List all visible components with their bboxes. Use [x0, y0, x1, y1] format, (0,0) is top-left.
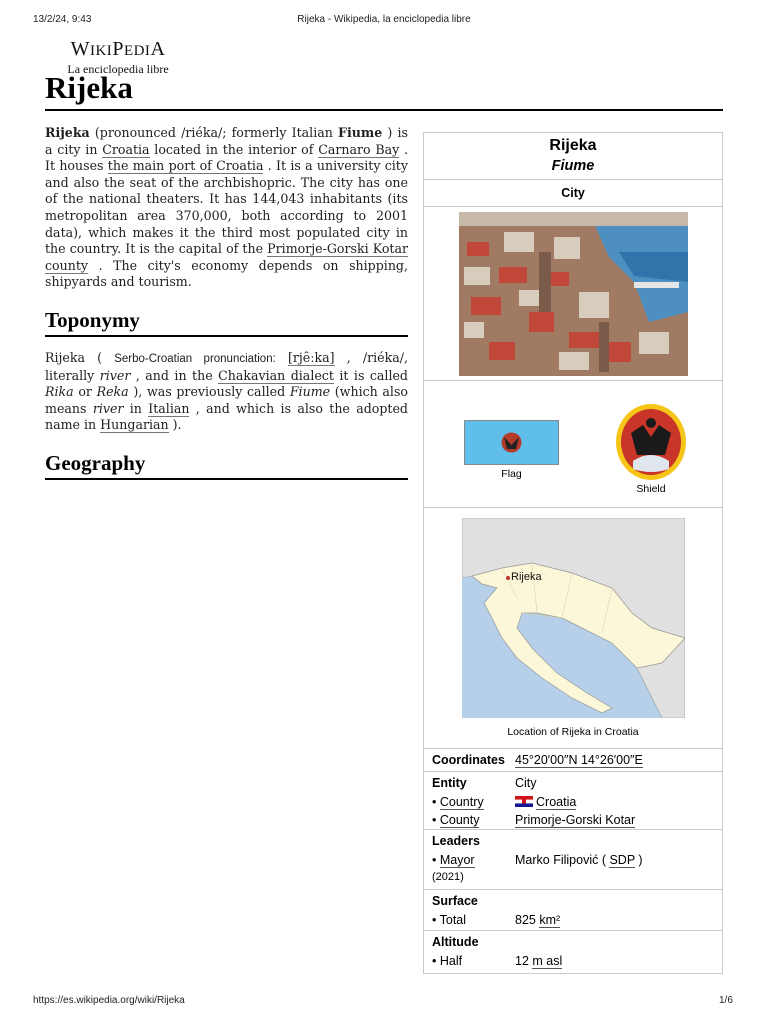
country-label: • Country: [432, 795, 484, 809]
entity-value: City: [515, 776, 537, 790]
link-chakavian-dialect[interactable]: Chakavian dialect: [218, 367, 334, 383]
country-link[interactable]: Country: [439, 795, 484, 809]
infobox-photo-row: [424, 206, 722, 381]
infobox-alt-name: Fiume: [551, 158, 595, 174]
km2-link[interactable]: km²: [539, 913, 561, 927]
leaders-label: Leaders: [432, 834, 480, 848]
half-value: 12 m asl: [515, 954, 563, 968]
surface-label: Surface: [432, 894, 478, 908]
link-carnaro-bay[interactable]: Carnaro Bay: [318, 141, 400, 157]
print-url: https://es.wikipedia.org/wiki/Rijeka: [33, 995, 185, 1006]
flag-caption: Flag: [501, 468, 522, 480]
toponymy-heading: Toponymy: [45, 308, 140, 332]
flag-of-rijeka[interactable]: [464, 420, 559, 465]
total-label: • Total: [432, 913, 467, 927]
link-italian[interactable]: Italian: [148, 400, 190, 416]
link-ipa[interactable]: [rjȇːka]: [287, 350, 335, 365]
link-port-of-croatia[interactable]: the main port of Croatia: [107, 158, 264, 174]
coordinates-link[interactable]: 45°20′00″N 14°26′00″E: [515, 753, 643, 767]
country-value: [515, 795, 576, 809]
total-value: 825 km²: [515, 913, 561, 927]
infobox: [423, 132, 723, 974]
entity-row: [424, 771, 722, 830]
surface-row: [424, 889, 722, 930]
geography-divider: [45, 478, 408, 480]
leaders-row: [424, 829, 722, 890]
coordinates-row: [424, 748, 722, 771]
link-hungarian[interactable]: Hungarian: [100, 417, 169, 433]
print-title: Rijeka - Wikipedia, la enciclopedia libre: [297, 14, 471, 25]
croatia-flag-icon: [515, 796, 533, 807]
link-primorje-gorski-kotar[interactable]: Primorje-Gorski Kotar county: [45, 241, 408, 273]
croatia-location-map[interactable]: [462, 518, 685, 718]
infobox-title: Rijeka: [549, 137, 597, 154]
party-link[interactable]: SDP: [609, 853, 635, 867]
map-city-label: Rijeka: [511, 571, 542, 583]
infobox-map-row: [424, 507, 722, 749]
infobox-type: City: [561, 186, 585, 200]
toponymy-divider: [45, 335, 408, 337]
toponymy-paragraph: Rijeka ( Serbo-Croatian pronunciation: [rjȇːka] , /riéka/, literally river , and in the Chakavian dialect it is called Rika or Reka ), was previously called Fiume (which also means river in Italian , and which is also the adopted name in Hungarian ).: [45, 350, 409, 433]
infobox-type-row: [424, 179, 722, 206]
county-value-link[interactable]: Primorje-Gorski Kotar: [515, 813, 636, 827]
wikipedia-tagline: La enciclopedia libre: [67, 62, 169, 76]
meter-link[interactable]: m: [532, 954, 543, 968]
mayor-link[interactable]: Mayor: [439, 853, 475, 867]
mayor-label: • Mayor: [432, 853, 475, 867]
entity-label: Entity: [432, 776, 467, 790]
mayor-value: Marko Filipović ( SDP ): [515, 853, 643, 867]
wikipedia-wordmark: WIKIPEDIA: [70, 38, 166, 60]
county-link[interactable]: County: [439, 813, 480, 827]
half-label: • Half: [432, 954, 463, 968]
geography-heading: Geography: [45, 451, 146, 475]
map-caption: Location of Rijeka in Croatia: [507, 726, 639, 738]
altitude-label: Altitude: [432, 935, 479, 949]
title-divider: [45, 109, 723, 111]
shield-of-rijeka[interactable]: [615, 403, 687, 481]
coordinates-label: Coordinates: [432, 753, 505, 767]
asl-link[interactable]: asl: [542, 954, 563, 968]
link-croatia[interactable]: Croatia: [102, 141, 150, 157]
mayor-year: (2021): [432, 871, 464, 883]
page-title: Rijeka: [45, 70, 133, 105]
croatia-link[interactable]: Croatia: [536, 795, 577, 809]
altitude-row: [424, 930, 722, 973]
infobox-symbols-row: [424, 380, 722, 508]
intro-paragraph: Rijeka (pronounced /riéka/; formerly Italian Fiume ) is a city in Croatia located in the interior of Carnaro Bay . It houses the main port of Croatia . It is a university city and also the seat of the archbishopric. The city has one of the national theaters. It has 144,043 inhabitants (its metropolitan area 370,000, both according to 2001 data), which makes it the third most populated city in the country. It is the capital of the Primorje-Gorski Kotar county . The city's economy depends on shipping, shipyards and tourism.: [45, 125, 408, 290]
county-label: • County: [432, 813, 480, 827]
city-aerial-photo[interactable]: [459, 212, 688, 376]
print-page-number: 1/6: [719, 995, 733, 1006]
shield-caption: Shield: [636, 483, 666, 495]
print-datetime: 13/2/24, 9:43: [33, 14, 92, 25]
